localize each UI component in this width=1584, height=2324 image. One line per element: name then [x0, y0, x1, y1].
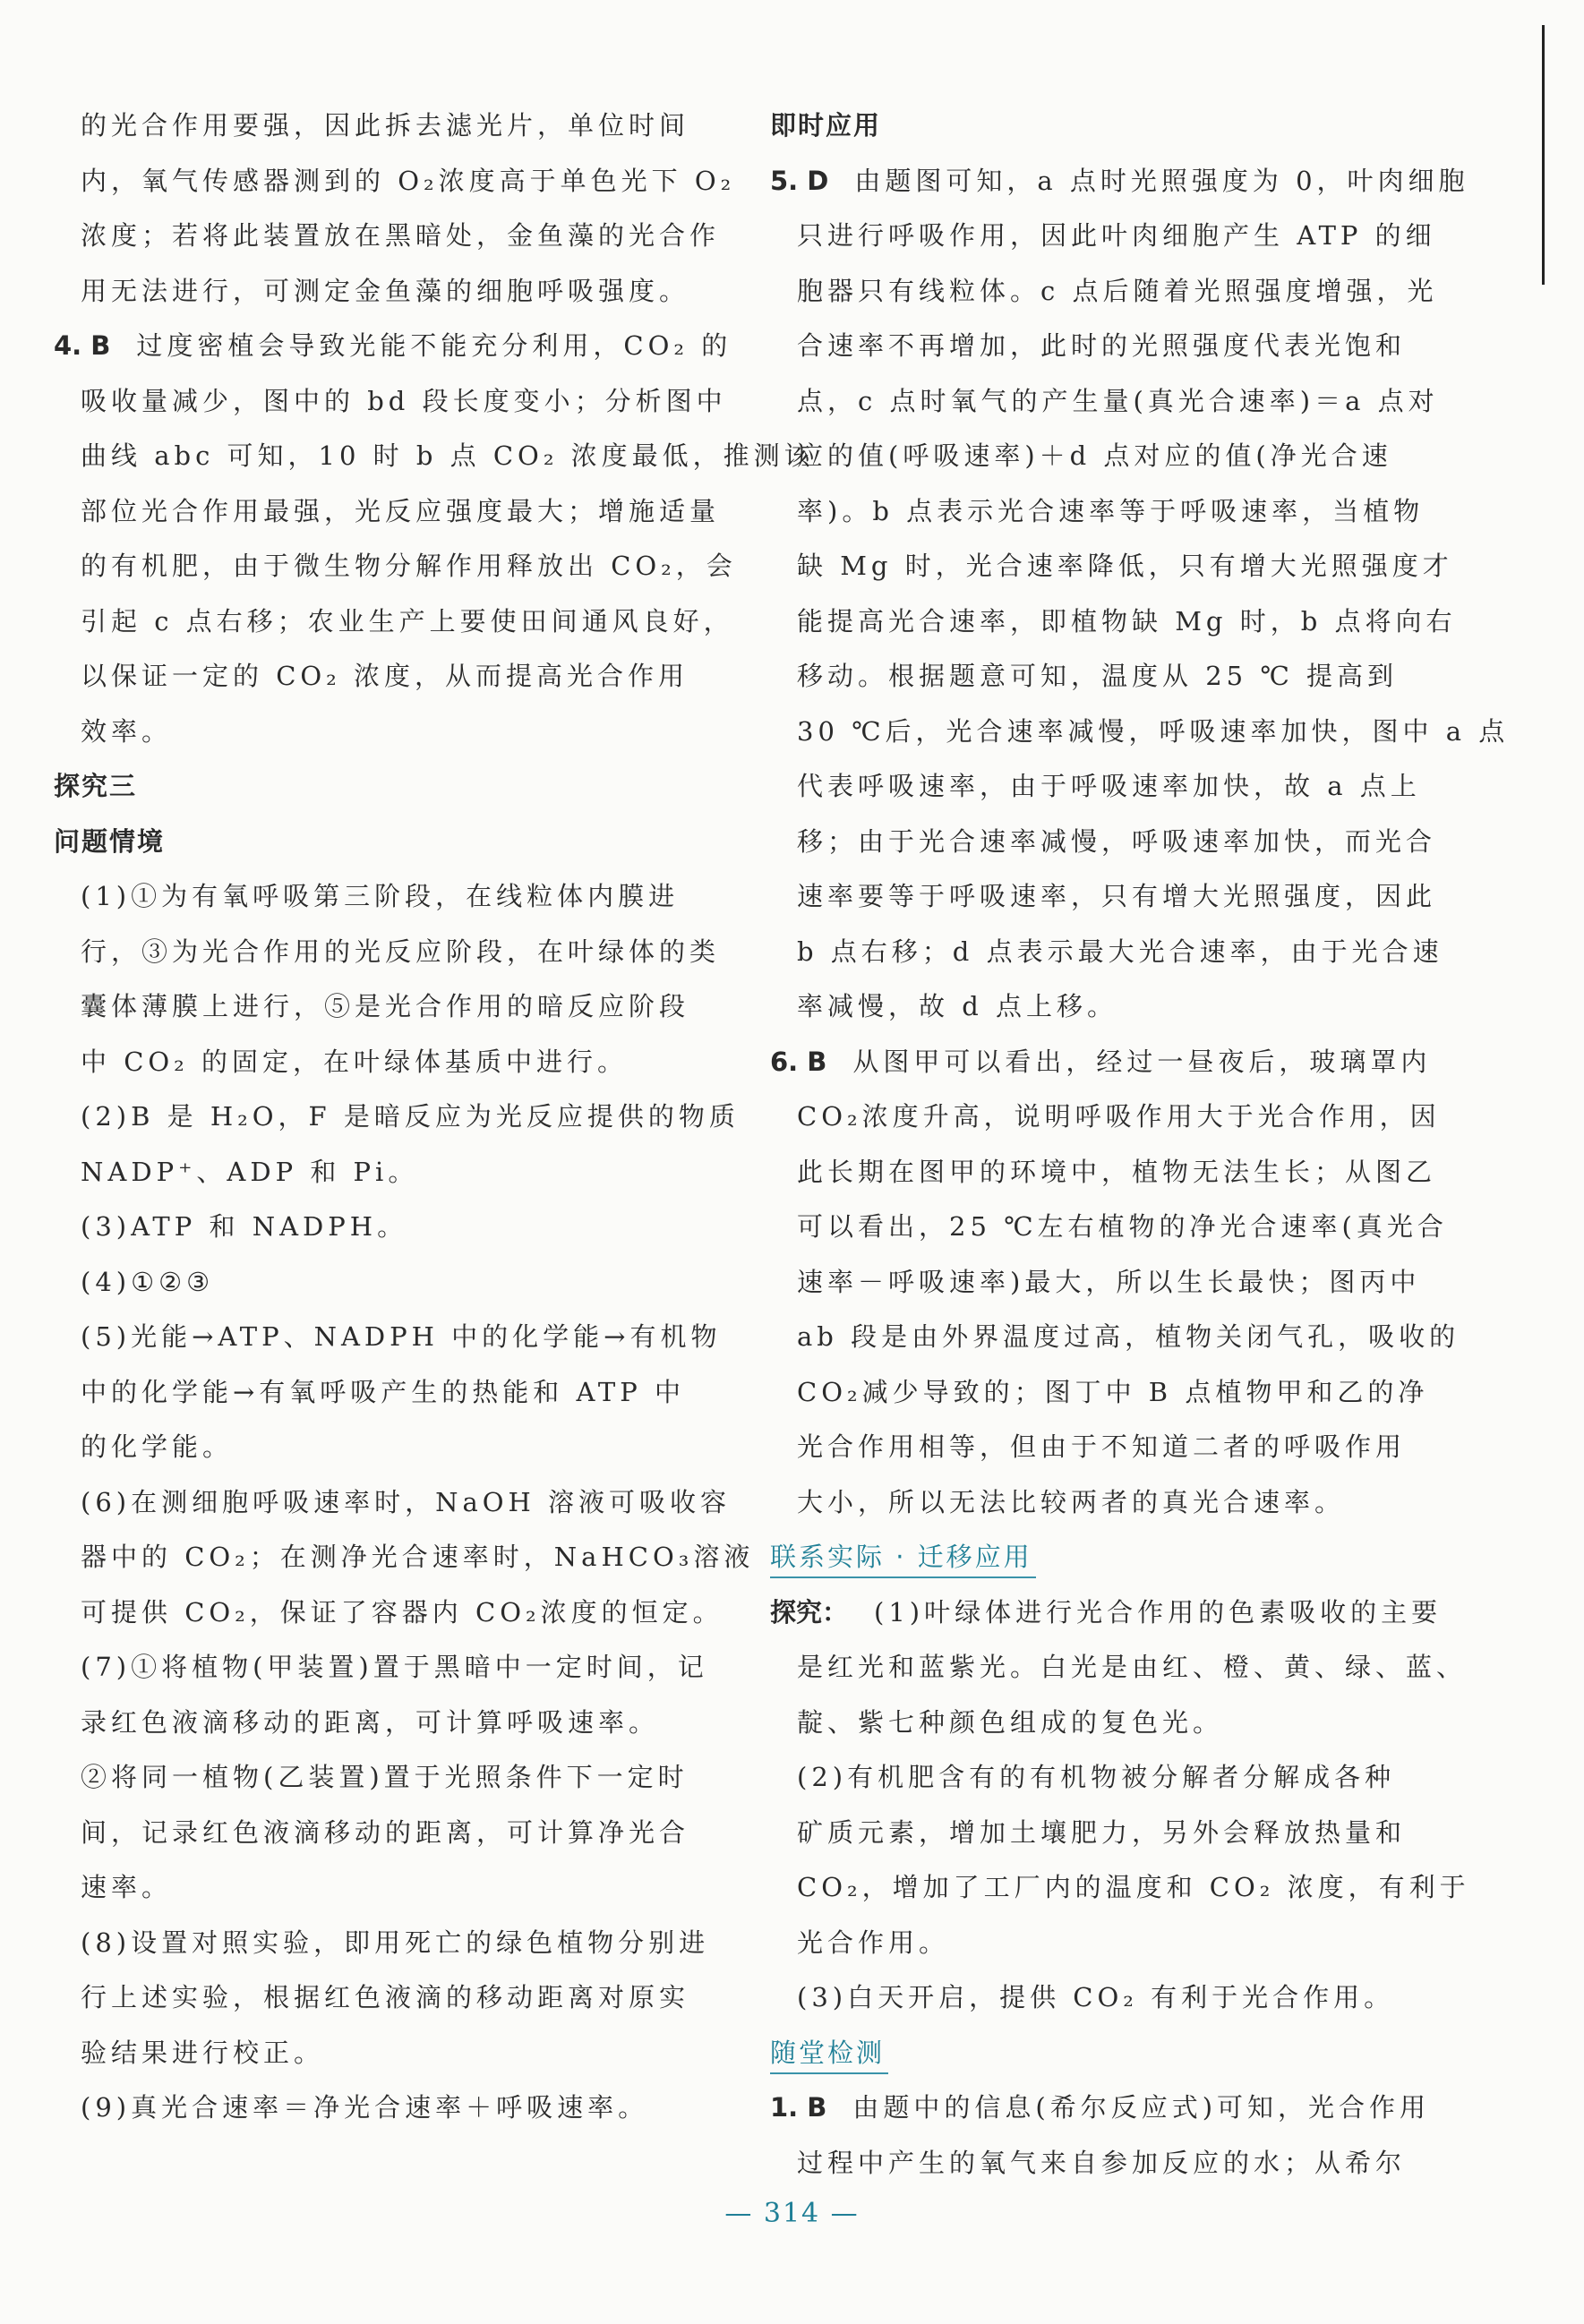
text-line — [81, 1264, 214, 1300]
text-line — [797, 273, 1437, 309]
text-line — [81, 1759, 689, 1795]
text-line — [81, 383, 727, 419]
text-line — [797, 1815, 1406, 1850]
text-line — [797, 383, 1439, 419]
line-text: 中 CO₂ 的固定，在叶绿体基质中进行。 — [81, 1046, 629, 1077]
text-line — [797, 1759, 1395, 1795]
line-text: 囊体薄膜上进行，⑤是光合作用的暗反应阶段 — [81, 991, 690, 1021]
text-line — [797, 1649, 1467, 1685]
line-text: 问题情境 — [54, 825, 166, 857]
text-line — [797, 1925, 949, 1961]
line-text: 大小，所以无法比较两者的真光合速率。 — [797, 1486, 1346, 1517]
text-line — [81, 273, 689, 309]
line-text: 的化学能。 — [81, 1431, 234, 1462]
answer-label: 1. B — [770, 2092, 853, 2123]
line-text: 行，③为光合作用的光反应阶段，在叶绿体的类 — [81, 936, 721, 967]
text-line — [770, 2089, 1430, 2125]
answer-label: 5. D — [770, 165, 855, 196]
line-text: (1)①为有氧呼吸第三阶段，在线粒体内膜进 — [81, 881, 680, 911]
text-line — [797, 1484, 1345, 1520]
text-line — [81, 1979, 689, 2015]
line-text: 30 ℃后，光合速率减慢，呼吸速率加快，图中 a 点 — [797, 715, 1510, 747]
line-text: 光合作用。 — [797, 1927, 950, 1958]
text-line — [81, 1044, 628, 1080]
text-line — [797, 218, 1436, 253]
line-text: 的有机肥，由于微生物分解作用释放出 CO₂，会 — [81, 551, 737, 581]
text-line — [81, 1594, 724, 1630]
line-text: 即时应用 — [770, 110, 882, 141]
line-text: (5)光能→ATP、NADPH 中的化学能→有机物 — [81, 1321, 722, 1352]
text-line — [770, 1044, 1431, 1080]
line-text: 曲线 abc 可知，10 时 b 点 CO₂ 浓度最低，推测该 — [81, 440, 815, 471]
line-text: 联系实际 · 迁移应用 — [770, 1542, 1032, 1572]
line-text: 以保证一定的 CO₂ 浓度，从而提高光合作用 — [81, 661, 689, 691]
text-line — [81, 1539, 754, 1575]
answer-label: 6. B — [770, 1046, 853, 1077]
line-text: (3)ATP 和 NADPH。 — [81, 1211, 408, 1242]
text-line — [81, 1649, 708, 1685]
line-text: 能提高光合速率，即植物缺 Mg 时，b 点将向右 — [797, 605, 1457, 637]
text-line — [770, 163, 1469, 199]
line-text: 合速率不再增加，此时的光照强度代表光饱和 — [797, 330, 1407, 361]
line-text: 是红光和蓝紫光。白光是由红、橙、黄、绿、蓝、 — [797, 1652, 1468, 1682]
text-line — [81, 1209, 407, 1244]
text-line — [797, 1209, 1448, 1244]
text-line — [81, 1869, 172, 1905]
line-text: 速率。 — [81, 1872, 173, 1902]
line-text: 过度密植会导致光能不能充分利用，CO₂ 的 — [136, 330, 732, 361]
text-line — [81, 1098, 740, 1134]
text-line — [81, 713, 172, 749]
text-line — [797, 658, 1398, 694]
text-line — [797, 1098, 1441, 1134]
line-text: (9)真光合速率＝净光合速率＋呼吸速率。 — [81, 2092, 649, 2123]
text-line — [797, 548, 1453, 584]
text-line — [797, 713, 1509, 749]
line-text: (4)①②③ — [81, 1266, 215, 1297]
section-heading — [770, 107, 881, 143]
text-line — [81, 2089, 648, 2125]
text-line — [81, 878, 679, 914]
line-text: 胞器只有线粒体。c 点后随着光照强度增强，光 — [797, 275, 1438, 306]
line-text: 随堂检测 — [770, 2037, 886, 2068]
text-line — [81, 163, 735, 199]
text-line — [797, 493, 1424, 529]
text-line — [81, 658, 689, 694]
text-line — [797, 438, 1392, 474]
section-heading — [54, 824, 165, 859]
text-line — [797, 768, 1421, 804]
text-line — [797, 934, 1443, 970]
line-text: 行上述实验，根据红色液滴的移动距离对原实 — [81, 1982, 690, 2012]
line-text: CO₂减少导致的；图丁中 B 点植物甲和乙的净 — [797, 1376, 1429, 1407]
text-line — [797, 824, 1436, 859]
text-line — [81, 548, 737, 584]
line-text: (1)叶绿体进行光合作用的色素吸收的主要 — [874, 1596, 1443, 1628]
line-text: 由题中的信息(希尔反应式)可知，光合作用 — [852, 2092, 1431, 2123]
text-line — [81, 1154, 418, 1190]
line-text: (3)白天开启，提供 CO₂ 有利于光合作用。 — [797, 1982, 1395, 2012]
line-text: 吸收量减少，图中的 bd 段长度变小；分析图中 — [81, 385, 727, 416]
line-text: CO₂，增加了工厂内的温度和 CO₂ 浓度，有利于 — [797, 1872, 1470, 1902]
line-text: (7)①将植物(甲装置)置于黑暗中一定时间，记 — [81, 1652, 708, 1682]
line-text: 从图甲可以看出，经过一昼夜后，玻璃罩内 — [852, 1046, 1432, 1077]
text-line — [81, 107, 689, 143]
line-text: CO₂浓度升高，说明呼吸作用大于光合作用，因 — [797, 1101, 1441, 1132]
text-line — [81, 988, 689, 1024]
text-line — [81, 603, 734, 639]
line-text: ②将同一植物(乙装置)置于光照条件下一定时 — [81, 1762, 689, 1792]
line-text: 效率。 — [81, 715, 173, 747]
text-line — [797, 1264, 1420, 1300]
section-heading — [54, 768, 137, 804]
line-text: 过程中产生的氧气来自参加反应的水；从希尔 — [797, 2147, 1407, 2178]
text-line — [797, 878, 1436, 914]
banner-underline — [770, 1576, 1036, 1578]
text-line — [81, 1925, 709, 1961]
line-text: 率减慢，故 d 点上移。 — [797, 991, 1118, 1021]
line-text: 靛、紫七种颜色组成的复色光。 — [797, 1706, 1224, 1738]
line-text: (2)有机肥含有的有机物被分解者分解成各种 — [797, 1762, 1396, 1792]
line-text: 移；由于光合速率减慢，呼吸速率加快，而光合 — [797, 825, 1437, 857]
text-line — [81, 493, 720, 529]
text-line — [81, 1429, 233, 1465]
text-line — [81, 2035, 324, 2071]
line-text: 验结果进行校正。 — [81, 2037, 325, 2068]
line-text: ab 段是由外界温度过高，植物关闭气孔，吸收的 — [797, 1321, 1460, 1352]
text-line — [797, 603, 1456, 639]
text-line — [81, 1319, 721, 1354]
line-text: 中的化学能→有氧呼吸产生的热能和 ATP 中 — [81, 1376, 685, 1407]
page-number: — 314 — — [724, 2198, 860, 2229]
text-line — [81, 1705, 659, 1740]
line-text: 器中的 CO₂；在测净光合速率时，NaHCO₃溶液 — [81, 1542, 755, 1572]
line-text: (6)在测细胞呼吸速率时，NaOH 溶液可吸收容 — [81, 1486, 732, 1517]
line-text: b 点右移；d 点表示最大光合速率，由于光合速 — [797, 936, 1443, 967]
section-banner — [770, 1539, 1032, 1575]
text-line — [797, 1869, 1470, 1905]
line-text: 移动。根据题意可知，温度从 25 ℃ 提高到 — [797, 661, 1398, 691]
text-line — [797, 1979, 1394, 2015]
line-text: NADP⁺、ADP 和 Pi。 — [81, 1156, 419, 1187]
text-line — [797, 1319, 1460, 1354]
line-text: 间，记录红色液滴移动的距离，可计算净光合 — [81, 1816, 690, 1848]
line-text: 点，c 点时氧气的产生量(真光合速率)＝a 点对 — [797, 385, 1439, 416]
text-line — [81, 438, 815, 474]
text-line — [81, 1484, 731, 1520]
text-line — [770, 1594, 1442, 1630]
line-text: 用无法进行，可测定金鱼藻的细胞呼吸强度。 — [81, 275, 690, 306]
line-text: 探究三 — [54, 771, 138, 801]
line-text: 部位光合作用最强，光反应强度最大；增施适量 — [81, 495, 721, 526]
line-text: 只进行呼吸作用，因此叶肉细胞产生 ATP 的细 — [797, 220, 1436, 251]
line-text: 速率－呼吸速率)最大，所以生长最快；图丙中 — [797, 1266, 1421, 1297]
line-text: 缺 Mg 时，光合速率降低，只有增大光照强度才 — [797, 551, 1453, 581]
line-text: 速率要等于呼吸速率，只有增大光照强度，因此 — [797, 881, 1437, 911]
answer-label: 4. B — [54, 330, 137, 361]
text-line — [81, 1374, 685, 1410]
text-line — [797, 1374, 1428, 1410]
line-text: 浓度；若将此装置放在黑暗处，金鱼藻的光合作 — [81, 220, 721, 251]
line-text: 录红色液滴移动的距离，可计算呼吸速率。 — [81, 1706, 660, 1738]
banner-underline — [770, 2072, 888, 2074]
text-line — [797, 1154, 1436, 1190]
line-text: 由题图可知，a 点时光照强度为 0，叶肉细胞 — [854, 165, 1469, 196]
line-text: 率)。b 点表示光合速率等于呼吸速率，当植物 — [797, 495, 1425, 526]
line-text: 内，氧气传感器测到的 O₂浓度高于单色光下 O₂ — [81, 165, 736, 196]
text-line — [797, 988, 1117, 1024]
answer-label: 探究： — [770, 1596, 875, 1628]
text-line — [54, 328, 732, 363]
line-text: 引起 c 点右移；农业生产上要使田间通风良好， — [81, 605, 734, 637]
section-banner — [770, 2035, 885, 2071]
line-text: 应的值(呼吸速率)＋d 点对应的值(净光合速 — [797, 440, 1392, 471]
page-edge-bar — [1542, 25, 1545, 285]
line-text: 光合作用相等，但由于不知道二者的呼吸作用 — [797, 1431, 1407, 1462]
text-line — [797, 1705, 1223, 1740]
text-line — [81, 934, 720, 970]
text-line — [797, 1429, 1406, 1465]
line-text: 可提供 CO₂，保证了容器内 CO₂浓度的恒定。 — [81, 1596, 724, 1628]
text-line — [81, 218, 720, 253]
line-text: 此长期在图甲的环境中，植物无法生长；从图乙 — [797, 1156, 1437, 1187]
line-text: 矿质元素，增加土壤肥力，另外会释放热量和 — [797, 1816, 1407, 1848]
line-text: (2)B 是 H₂O，F 是暗反应为光反应提供的物质 — [81, 1101, 740, 1132]
line-text: 代表呼吸速率，由于呼吸速率加快，故 a 点上 — [797, 771, 1421, 801]
line-text: 可以看出，25 ℃左右植物的净光合速率(真光合 — [797, 1211, 1448, 1242]
line-text: (8)设置对照实验，即用死亡的绿色植物分别进 — [81, 1927, 710, 1958]
text-line — [81, 1815, 689, 1850]
line-text: 的光合作用要强，因此拆去滤光片，单位时间 — [81, 110, 690, 141]
text-line — [797, 328, 1406, 363]
text-line — [797, 2145, 1406, 2181]
